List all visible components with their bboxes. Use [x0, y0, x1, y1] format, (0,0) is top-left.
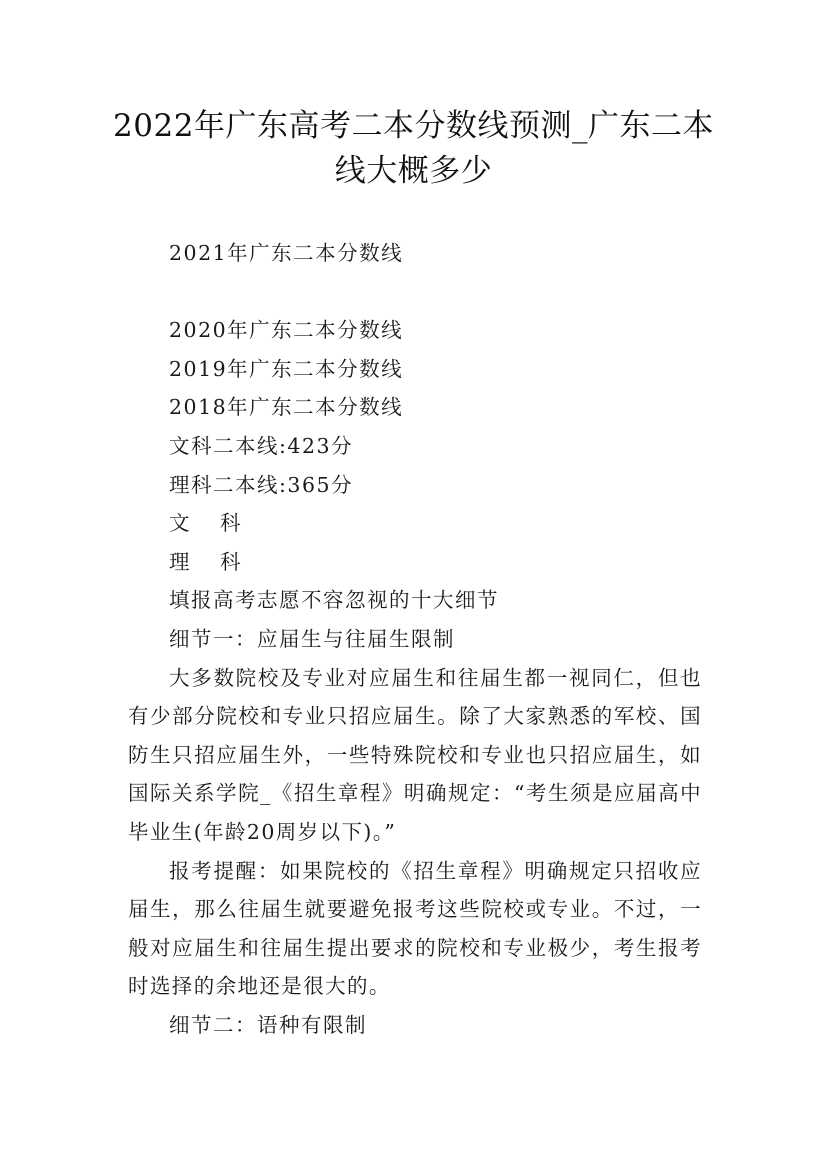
wenke-cutoff: 文科二本线:423分 — [169, 433, 354, 458]
heading-2018-line: 2018年广东二本分数线 — [169, 395, 404, 420]
detail-two-heading: 细节二：语种有限制 — [169, 1012, 367, 1037]
heading-2020-line: 2020年广东二本分数线 — [169, 318, 404, 343]
detail-one-heading: 细节一：应届生与往届生限制 — [169, 626, 455, 651]
paragraph-graduates: 大多数院校及专业对应届生和往届生都一视同仁，但也有少部分院校和专业只招应届生。除了大家熟悉的军校、国防生只招应届生外，一些特殊院校和专业也只招应届生，如国际关系学院_《招生章程》明确规定：“考生须是应届高中毕业生(年龄20周岁以下)。” — [128, 665, 702, 844]
like-label: 理 科 — [169, 549, 253, 574]
heading-2021-line: 2021年广东二本分数线 — [169, 241, 404, 265]
document-body — [128, 234, 702, 1044]
paragraph-reminder: 报考提醒：如果院校的《招生章程》明确规定只招收应届生，那么往届生就要避免报考这些院校或专业。不过，一般对应届生和往届生提出要求的院校和专业极少，考生报考时选择的余地还是很大的。 — [128, 858, 702, 999]
wenke-label: 文 科 — [169, 511, 253, 536]
ten-details-heading: 填报高考志愿不容忽视的十大细节 — [169, 588, 499, 613]
document-title: 2022年广东高考二本分数线预测_广东二本线大概多少 — [113, 108, 714, 189]
heading-2019-line: 2019年广东二本分数线 — [169, 356, 404, 381]
like-cutoff: 理科二本线:365分 — [169, 472, 354, 497]
